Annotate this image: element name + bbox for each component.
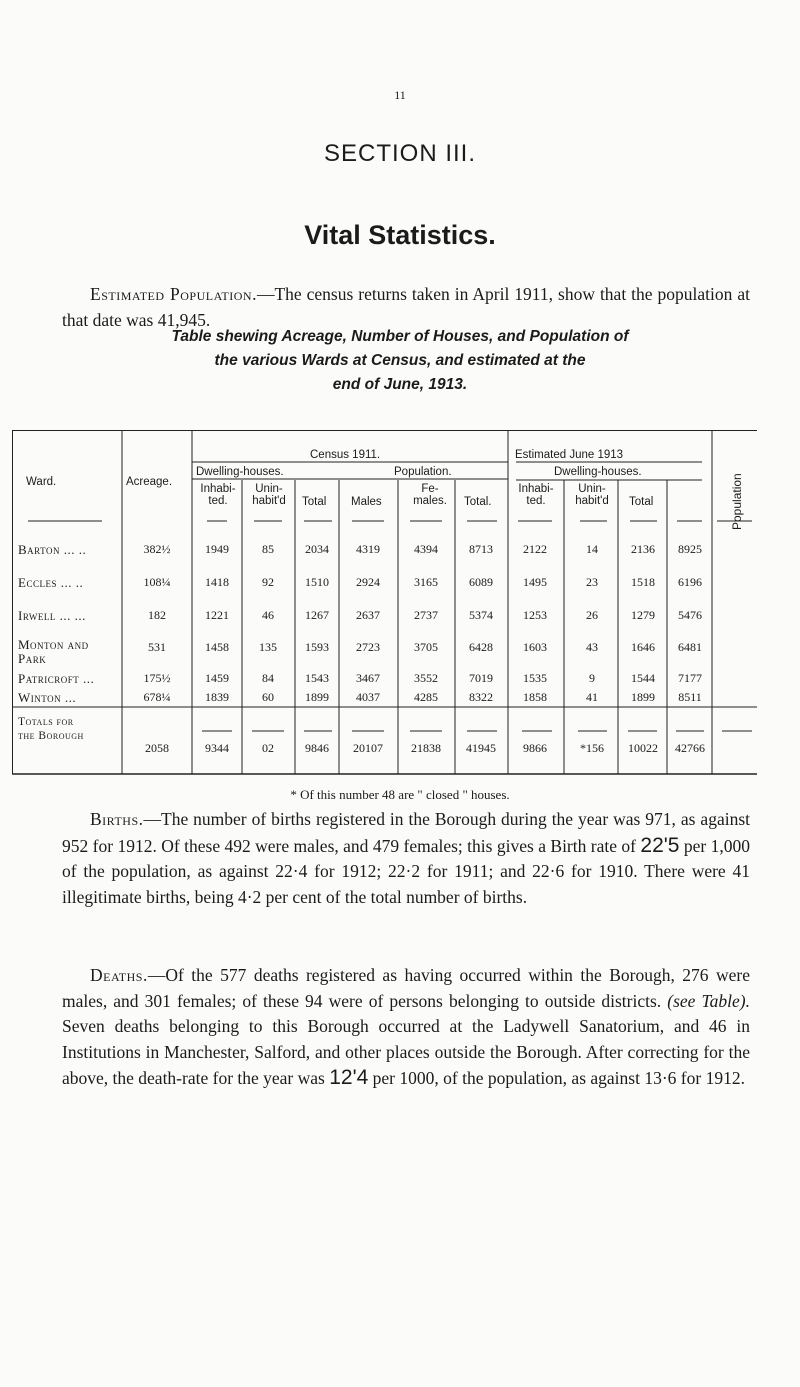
deaths-paragraph [62,963,750,1092]
cell-pop-total: 8713 [469,542,493,556]
cell-pop-total: 41945 [466,741,496,755]
cell-total-est: 1899 [631,690,655,704]
header-uninhabited: Unin-habit'd [252,483,286,507]
births-paragraph [62,807,750,910]
cell-females: 3552 [414,671,438,685]
cell-inhabited-est: 2122 [523,542,547,556]
totals-label-line: the Borough [18,730,84,742]
cell-population-est: 42766 [675,741,705,755]
table-footnote: * Of this number 48 are " closed " houses. [290,787,510,802]
cell-population-est: 7177 [678,671,702,685]
cell-acreage: 531 [148,640,166,654]
table-rules [12,430,757,775]
cell-total: 1543 [305,671,329,685]
section-title: SECTION III. [323,140,476,167]
see-table-reference: (see Table). [667,990,751,1011]
header-uninhabited-est: Unin-habit'd [575,483,609,507]
cell-males: 20107 [353,741,383,755]
cell-uninhabited: 92 [262,575,274,589]
cell-acreage: 678¼ [143,690,171,704]
header-inhabited: Inhabi-ted. [200,483,236,507]
caption-line: the various Wards at Census, and estimated at the [214,352,586,369]
cell-inhabited-est: 1603 [523,640,547,654]
cell-uninhabited: 85 [262,542,274,556]
cell-inhabited-est: 1253 [523,608,547,622]
header-population-est [730,470,750,530]
header-dwelling-houses-est: Dwelling-houses. [554,466,642,478]
cell-ward: Monton and Park [18,637,89,666]
cell-inhabited: 1459 [205,671,229,685]
paragraph-lead: Estimated Population. [90,284,257,304]
cell-total-est: 10022 [628,741,658,755]
cell-males: 2637 [356,608,380,622]
totals-label-line: Totals for [18,716,74,728]
cell-uninhabited-est: 43 [586,640,598,654]
cell-males: 2924 [356,575,380,589]
cell-total-est: 1544 [631,671,655,685]
cell-uninhabited-est: 23 [586,575,598,589]
cell-population-est: 8925 [678,542,702,556]
cell-acreage: 108¼ [143,575,171,589]
cell-inhabited: 1418 [205,575,229,589]
header-total: Total [302,496,327,508]
header-estimated: Estimated June 1913 [515,449,624,461]
cell-males: 2723 [356,640,380,654]
header-acreage: Acreage. [126,476,173,488]
cell-acreage: 2058 [145,741,169,755]
cell-acreage: 382½ [143,542,171,556]
paragraph-lead: Deaths. [90,965,148,985]
cell-inhabited: 9344 [205,741,229,755]
paragraph-text: Seven deaths belonging to this Borough occurred at the Ladywell Sanatorium, and 46 in Institutions in Manchester, Salford, and other places outside the Borough. After correcting for the above, the death-rate for the year was [62,1016,750,1088]
cell-females: 3705 [414,640,438,654]
cell-males: 4037 [356,690,380,704]
cell-females: 21838 [411,741,441,755]
cell-uninhabited: 84 [262,671,274,685]
cell-ward: Eccles ... .. [18,575,84,590]
cell-total: 9846 [305,741,329,755]
header-census: Census 1911. [310,449,381,461]
cell-uninhabited: 135 [259,640,277,654]
header-inhabited-est: Inhabi-ted. [518,483,554,507]
cell-inhabited-est: 9866 [523,741,547,755]
caption-line: Table shewing Acreage, Number of Houses, and Population of [171,328,629,345]
statistics-table [12,430,757,775]
cell-total-est: 2136 [631,542,655,556]
paragraph-text: —The number of births registered in the Borough during the year was 971, as against 952 for 1912. Of these 492 were males, and 479 females; this gives a Birth rate of [62,809,750,856]
cell-inhabited-est: 1535 [523,671,547,685]
cell-uninhabited-est: 14 [586,542,598,556]
cell-males: 4319 [356,542,380,556]
cell-uninhabited: 60 [262,690,274,704]
header-total-est: Total [629,496,654,508]
paragraph-text: —Of the 577 deaths registered as having occurred within the Borough, 276 were males, and 301 females; of these 94 were of persons belonging to outside districts. [62,965,750,1011]
cell-pop-total: 5374 [469,608,493,622]
header-population: Population. [394,466,452,478]
cell-ward: Winton ... [18,690,77,705]
paragraph-text: —The census returns taken in April 1911, show that the population at that date was 41,945. [62,284,750,330]
cell-females: 3165 [414,575,438,589]
cell-population-est: 6196 [678,575,702,589]
cell-total: 1510 [305,575,329,589]
cell-inhabited-est: 1495 [523,575,547,589]
cell-inhabited: 1839 [205,690,229,704]
cell-uninhabited-est: *156 [580,741,604,755]
death-rate: 12'4 [329,1066,369,1089]
cell-uninhabited: 02 [262,741,274,755]
cell-uninhabited-est: 26 [586,608,598,622]
cell-uninhabited-est: 9 [589,671,595,685]
header-ward: Ward. [26,476,57,488]
cell-females: 4394 [414,542,438,556]
cell-ward: Patricroft ... [18,671,95,686]
cell-pop-total: 7019 [469,671,493,685]
cell-total: 1593 [305,640,329,654]
paragraph-text: per 1000, of the population, as against 13·6 for 1912. [372,1068,745,1088]
page-number: 11 [394,88,406,102]
cell-pop-total: 6089 [469,575,493,589]
header-females: Fe-males. [413,483,447,507]
header-males: Males [351,496,382,508]
cell-uninhabited-est: 41 [586,690,598,704]
cell-population-est: 5476 [678,608,702,622]
cell-ward: Barton ... .. [18,542,87,557]
cell-females: 2737 [414,608,438,622]
cell-uninhabited: 46 [262,608,274,622]
cell-inhabited-est: 1858 [523,690,547,704]
cell-total: 2034 [305,542,329,556]
cell-inhabited: 1458 [205,640,229,654]
header-population-est-label: Population [730,473,744,530]
cell-inhabited: 1949 [205,542,229,556]
header-dwelling-houses: Dwelling-houses. [196,466,284,478]
cell-total: 1899 [305,690,329,704]
cell-total: 1267 [305,608,329,622]
paragraph-text: per 1,000 of the population, as against 22·4 for 1912; 22·2 for 1911; and 22·6 for 1910. There were 41 illegitimate births, being 4·2 per cent of the total number of births. [62,835,751,907]
cell-total-est: 1279 [631,608,655,622]
cell-pop-total: 8322 [469,690,493,704]
paragraph-lead: Births. [90,809,144,829]
cell-females: 4285 [414,690,438,704]
cell-acreage: 175½ [143,671,171,685]
cell-total-est: 1646 [631,640,655,654]
table-caption [40,325,760,397]
birth-rate: 22'5 [640,833,680,857]
cell-acreage: 182 [148,608,166,622]
cell-pop-total: 6428 [469,640,493,654]
cell-inhabited: 1221 [205,608,229,622]
cell-population-est: 8511 [678,690,702,704]
cell-males: 3467 [356,671,380,685]
caption-line: end of June, 1913. [332,376,468,393]
header-pop-total: Total. [464,496,492,508]
cell-total-est: 1518 [631,575,655,589]
page-heading: Vital Statistics. [304,220,496,250]
cell-ward: Irwell ... ... [18,608,86,623]
cell-population-est: 6481 [678,640,702,654]
